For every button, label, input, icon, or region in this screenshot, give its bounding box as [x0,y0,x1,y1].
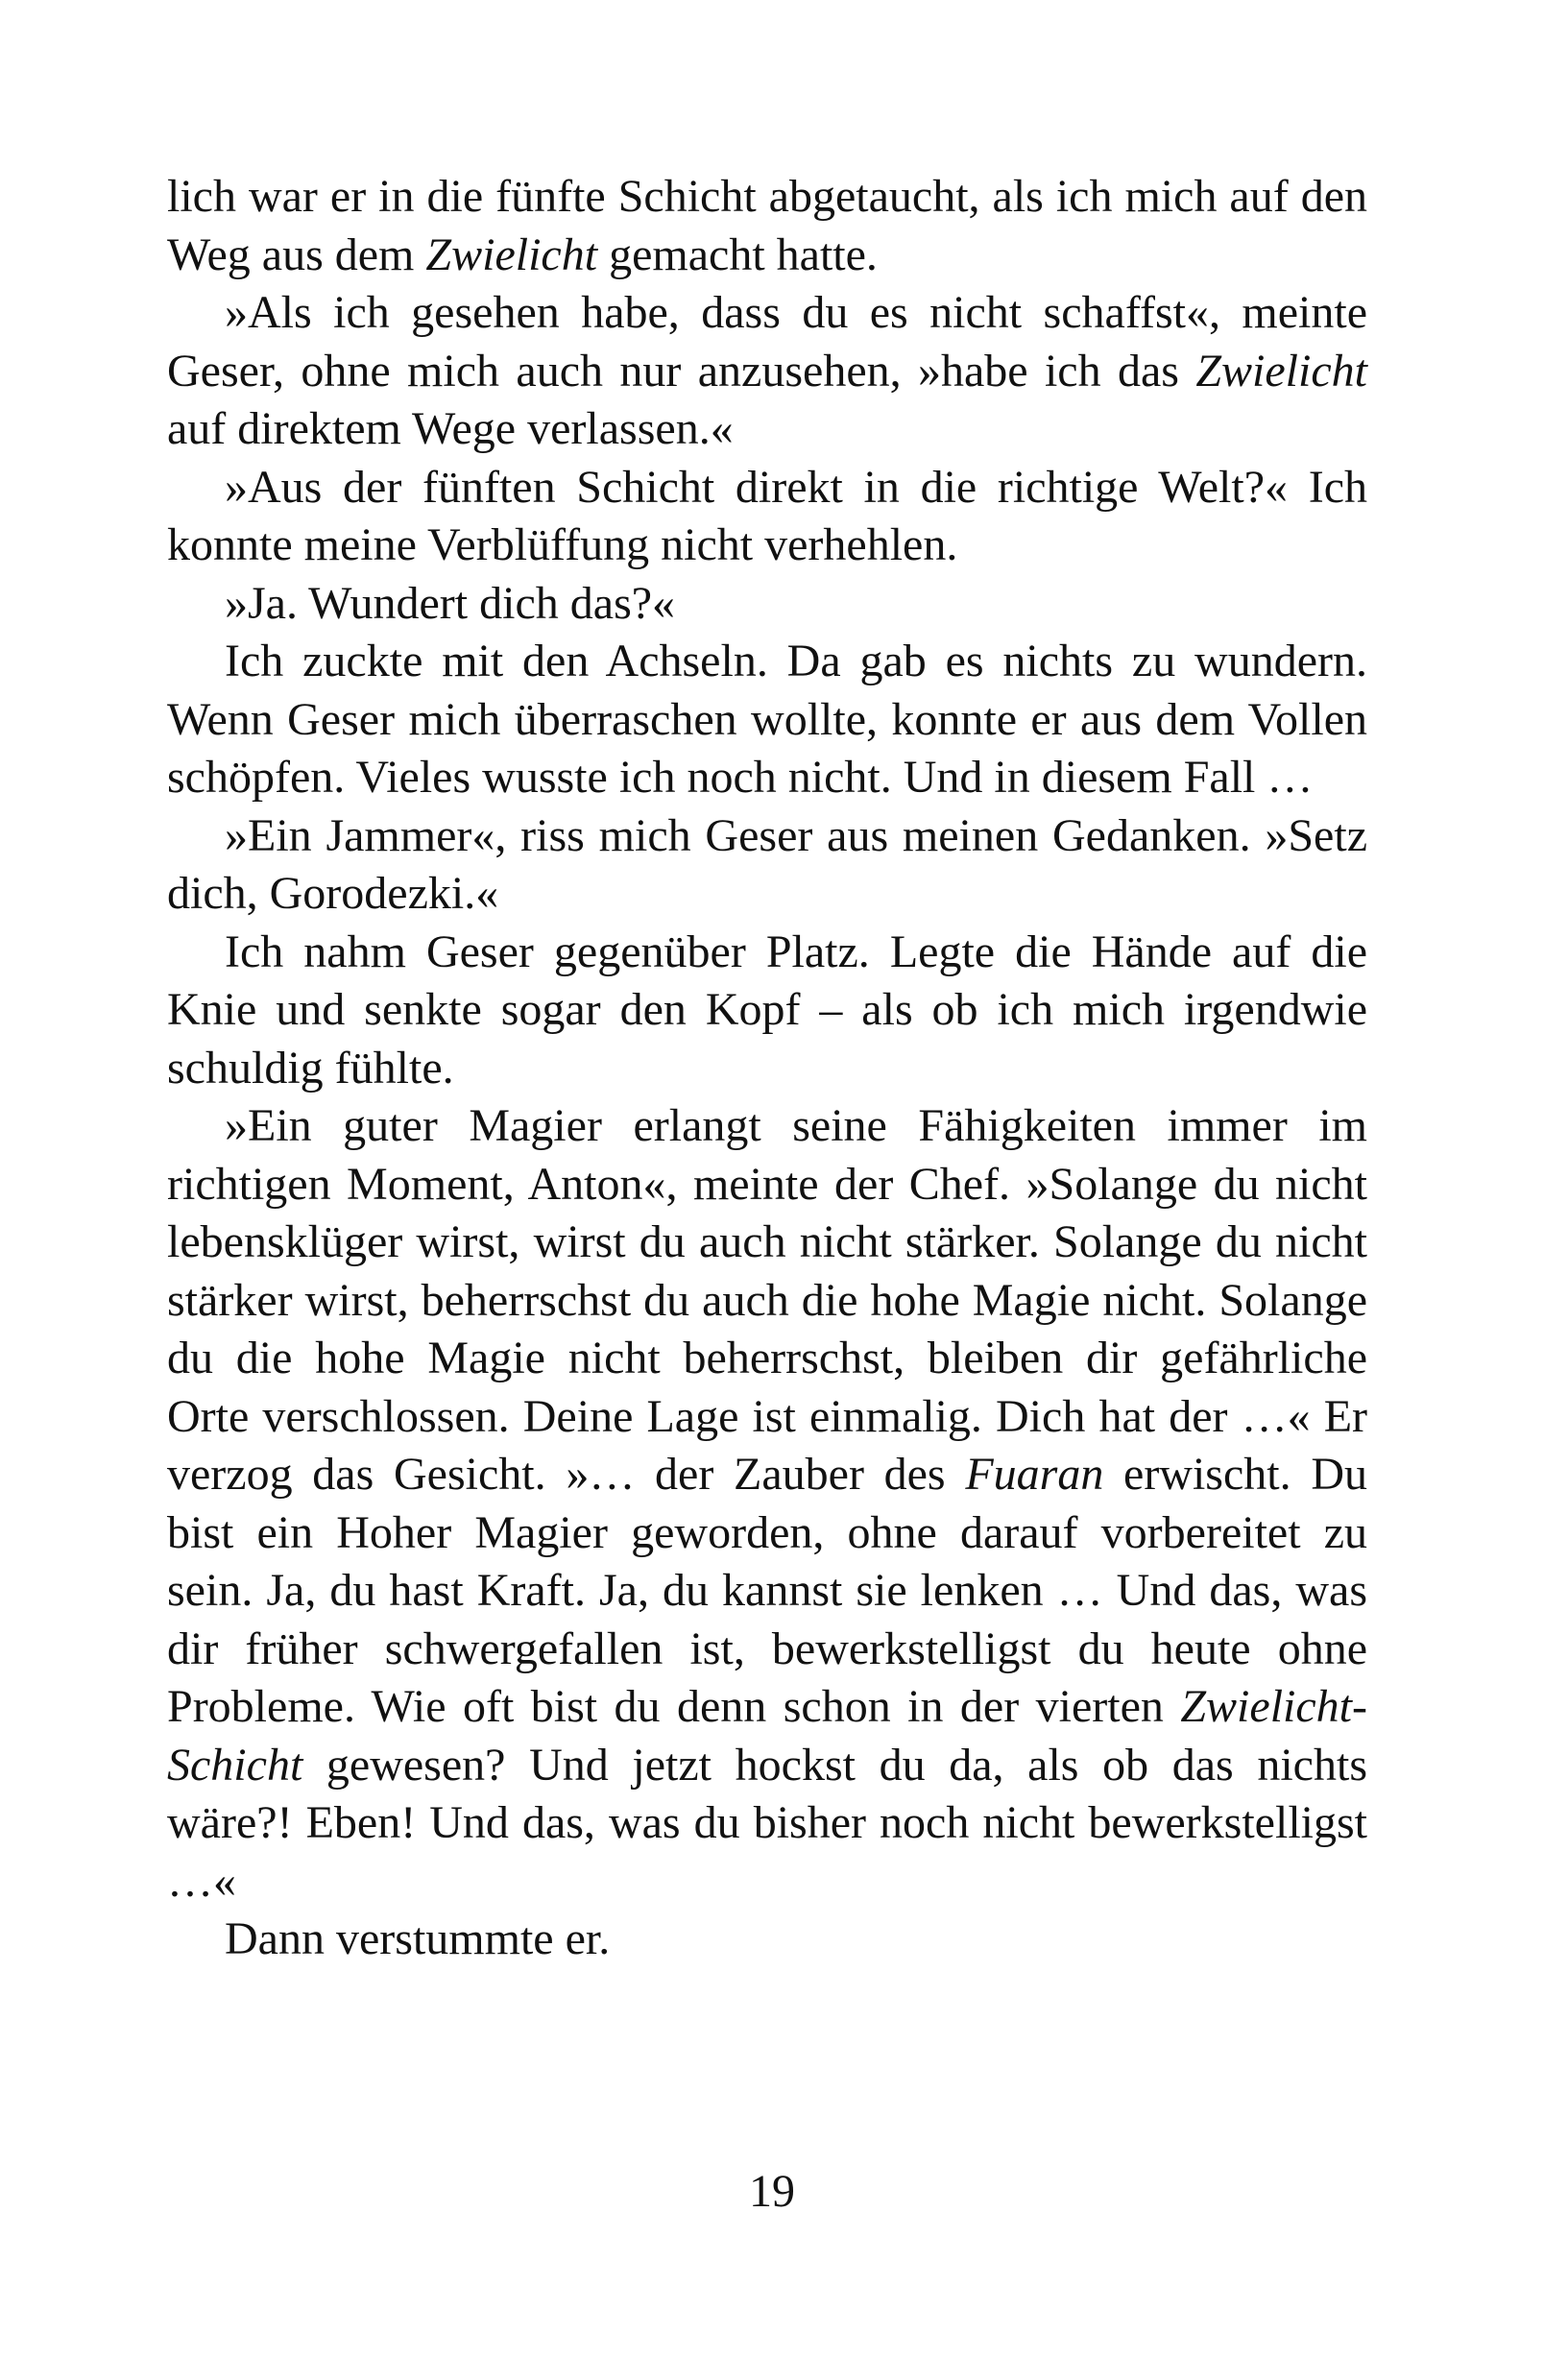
page-number: 19 [749,2166,795,2217]
text-run: Ich zuckte mit den Achseln. Da gab es nichts zu wundern. Wenn Geser mich überraschen wollte, konnte er aus dem Vollen schöpfen. Vieles wusste ich noch nicht. Und in diesem Fall … [167,636,1367,803]
paragraph [167,633,1367,807]
italic-text: Fuaran [965,1449,1104,1500]
text-run: »Ein guter Magier erlangt seine Fähigkeiten immer im richtigen Moment, Anton«, meinte der Chef. »Solange du nicht lebensklüger wirst, wirst du auch nicht stärker. Solange du nicht stärker wirst, beherrschst du auch die hohe Magie nicht. Solange du die hohe Magie nicht beherrschst, bleiben dir gefährliche Orte verschlossen. Deine Lage ist einmalig. Dich hat der …« Er verzog das Gesicht. »… der Zauber des [167,1100,1367,1500]
text-run: lich war er in die fünfte Schicht abgetaucht, als ich mich auf den Weg aus dem [167,171,1367,280]
paragraph [167,1097,1367,1911]
text-run: erwischt. Du bist ein Hoher Magier geworden, ohne darauf vorbereitet zu sein. Ja, du hast Kraft. Ja, du kannst sie lenken … Und das, was dir früher schwergefallen ist, bewerkstelligst du heute ohne Probleme. Wie oft bist du denn schon in der vierten [167,1449,1367,1732]
paragraph [167,459,1367,575]
text-run: gemacht hatte. [597,228,878,280]
italic-text: Zwielicht-Schicht [167,1681,1367,1791]
text-run: auf direktem Wege verlassen.« [167,403,734,454]
paragraph [167,1911,1367,1969]
italic-text: Zwielicht [425,228,598,280]
paragraph [167,284,1367,459]
paragraph [167,575,1367,634]
text-run: »Aus der fünften Schicht direkt in die richtige Welt?« Ich konnte meine Verblüffung nicht verhehlen. [167,461,1367,570]
paragraph [167,807,1367,924]
text-run: Ich nahm Geser gegenüber Platz. Legte die Hände auf die Knie und senkte sogar den Kopf – als ob ich mich irgendwie schuldig fühlte. [167,926,1367,1094]
text-run: »Ja. Wundert dich das?« [225,577,676,629]
text-run: gewesen? Und jetzt hockst du da, als ob das nichts wäre?! Eben! Und das, was du bisher noch nicht bewerkstelligst …« [167,1739,1367,1907]
text-run: »Als ich gesehen habe, dass du es nicht schaffst«, meinte Geser, ohne mich auch nur anzusehen, »habe ich das [167,287,1367,397]
paragraph [167,168,1367,284]
paragraph [167,924,1367,1098]
page-text [167,168,1367,1969]
italic-text: Zwielicht [1195,345,1367,397]
text-run: Dann verstummte er. [225,1913,611,1964]
text-run: »Ein Jammer«, riss mich Geser aus meinen Gedanken. »Setz dich, Gorodezki.« [167,809,1367,919]
